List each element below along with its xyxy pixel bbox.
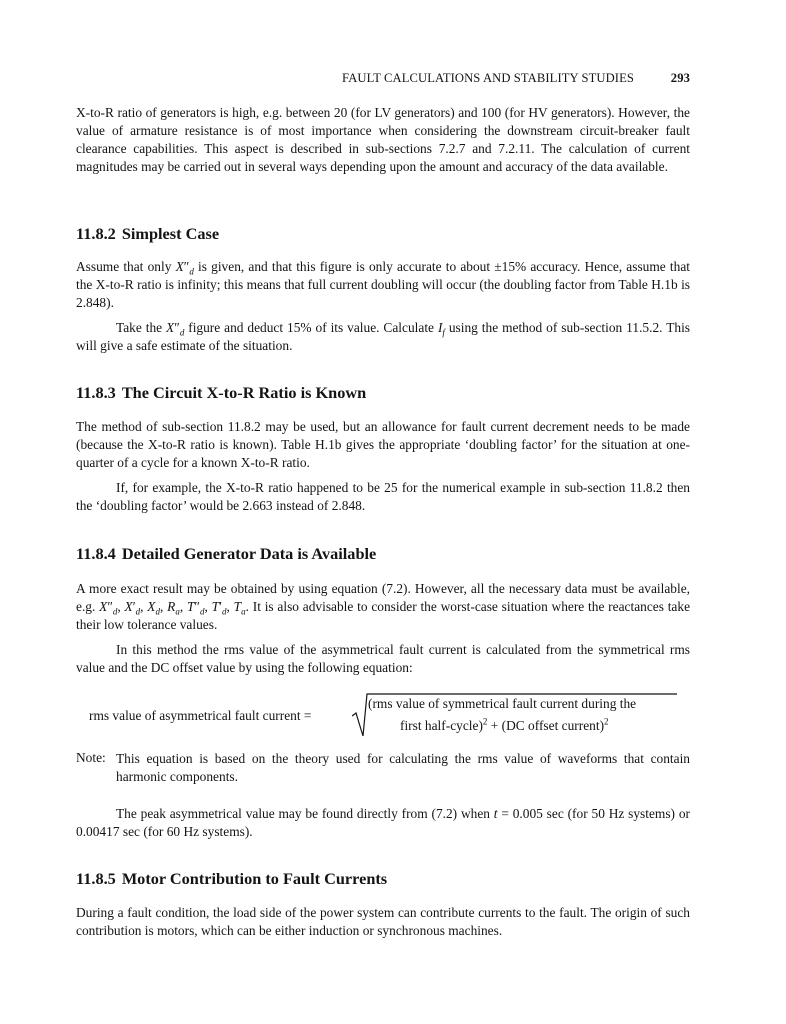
section-heading-11-8-3: 11.8.3 The Circuit X-to-R Ratio is Known: [76, 383, 367, 402]
paragraph: Take the $X''_d$ figure and deduct 15% of its value. Calculate $I_f$ using the method of sub-section 11.5.2. This will give a safe estimate of the situation.: [76, 320, 690, 354]
section-11-8-4-body: [76, 580, 690, 677]
intro-paragraph: X-to-R ratio of generators is high, e.g. between 20 (for LV generators) and 100 (for HV generators). However, the value of armature resistance is of most importance when considering the downstream circuit-breaker fault clearance capabilities. This aspect is described in sub-sections 7.2.7 and 7.2.11. The calculation of current magnitudes may be carried out in several ways depending upon the amount and accuracy of the data available.: [76, 105, 690, 175]
section-11-8-5-body: [76, 904, 690, 940]
section-11-8-3-body: [76, 418, 690, 515]
equation-lhs: rms value of asymmetrical fault current =: [89, 708, 312, 723]
paragraph: The peak asymmetrical value may be found directly from (7.2) when t = 0.005 sec (for 50 Hz systems) or 0.00417 sec (for 60 Hz systems).: [76, 806, 690, 840]
paragraph: During a fault condition, the load side of the power system can contribute currents to the fault. The origin of such contribution is motors, which can be either induction or synchronous machines.: [76, 905, 690, 939]
note: [76, 750, 690, 786]
running-head: [76, 71, 690, 89]
section-heading-11-8-2: 11.8.2 Simplest Case: [76, 224, 220, 243]
equation-line-2: first half-cycle)$^2$ + (DC offset current)$^2$: [400, 716, 609, 733]
paragraph: A more exact result may be obtained by using equation (7.2). However, all the necessary data must be available, e.g. $X''_d$, $X'_d$, $X_d$, $R_a$, $T''_d$, $T'_d$, $T_a$. It is also advisable to consider the worst-case situation where the reactances take their low tolerance values.: [76, 581, 691, 633]
running-title: FAULT CALCULATIONS AND STABILITY STUDIES: [342, 71, 634, 85]
paragraph: If, for example, the X-to-R ratio happened to be 25 for the numerical example in sub-section 11.8.2 then the ‘doubling factor’ would be 2.663 instead of 2.848.: [76, 480, 690, 514]
section-11-8-2-body: [76, 258, 690, 355]
note-label: Note:: [76, 750, 106, 765]
rms-equation: [76, 692, 690, 738]
paragraph: The method of sub-section 11.8.2 may be used, but an allowance for fault current decrement needs to be made (because the X-to-R ratio is known). Table H.1b gives the appropriate ‘doubling factor’ for the situation at one-quarter of a cycle for a known X-to-R ratio.: [76, 419, 690, 471]
note-text: This equation is based on the theory used for calculating the rms value of waveforms that contain harmonic components.: [116, 751, 690, 785]
section-heading-11-8-4: 11.8.4 Detailed Generator Data is Available: [76, 544, 377, 563]
paragraph: Assume that only $X''_d$ is given, and that this figure is only accurate to about ±15% accuracy. Hence, assume that the X-to-R ratio is infinity; this means that full current doubling will occur (the doubling factor from Table H.1b is 2.848).: [76, 259, 690, 311]
section-heading-11-8-5: 11.8.5 Motor Contribution to Fault Currents: [76, 869, 388, 888]
equation-line-1: (rms value of symmetrical fault current during the: [368, 696, 637, 711]
intro-block: [76, 104, 690, 176]
page-number: 293: [670, 71, 690, 85]
section-11-8-4-closing: [76, 805, 690, 841]
paragraph: In this method the rms value of the asymmetrical fault current is calculated from the symmetrical rms value and the DC offset value by using the following equation:: [76, 642, 690, 676]
